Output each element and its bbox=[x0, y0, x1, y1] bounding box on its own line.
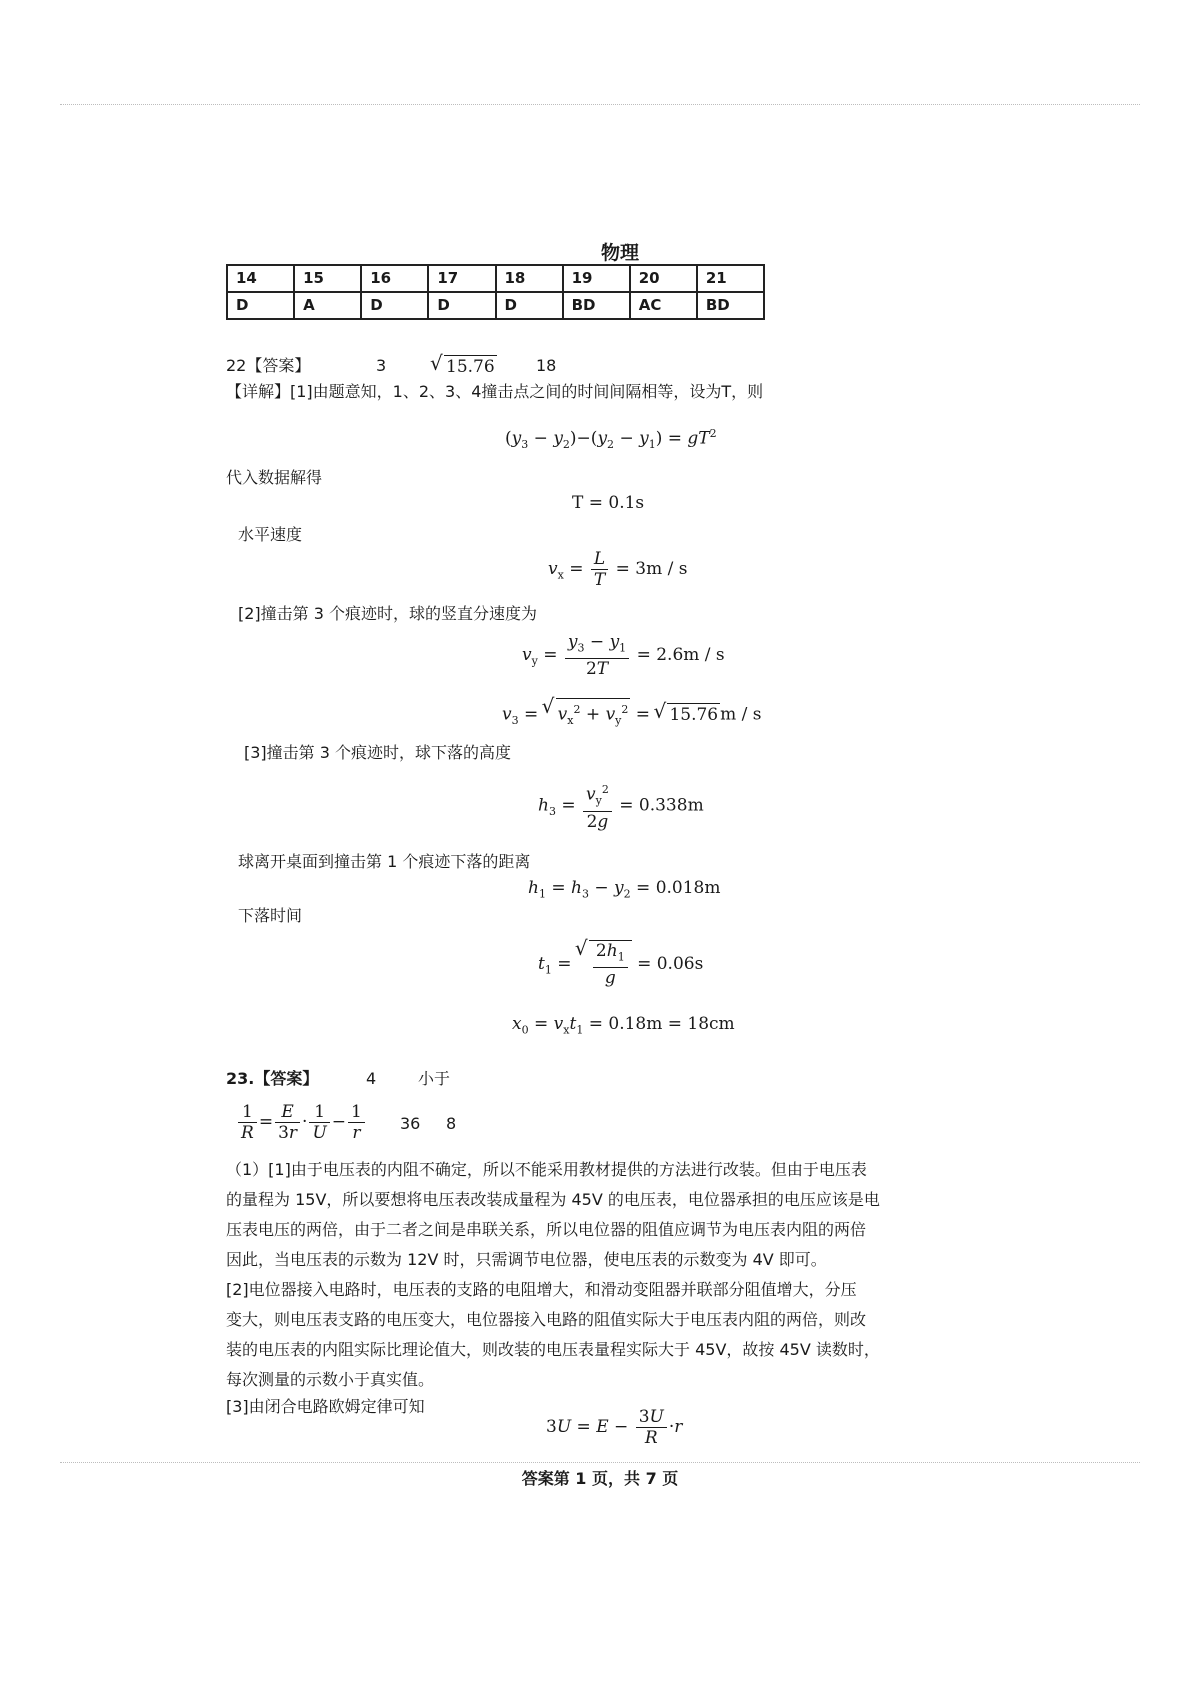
q22-answer-1: 3 bbox=[376, 356, 387, 375]
q23-answer-4: 36 bbox=[400, 1114, 421, 1133]
q22-answer-3: 18 bbox=[536, 356, 557, 375]
explanation-line: 每次测量的示数小于真实值。 bbox=[226, 1370, 435, 1389]
explanation-line: [2]电位器接入电路时，电压表的支路的电阻增大，和滑动变阻器并联部分阻值增大，分压 bbox=[226, 1280, 857, 1299]
scan-dotted-line-top bbox=[60, 104, 1140, 105]
q22-answer-2: √ 15.76 bbox=[432, 355, 497, 378]
q23-answer-2: 小于 bbox=[418, 1069, 451, 1088]
q22-detail-3: [3]撞击第 3 个痕迹时，球下落的高度 bbox=[244, 743, 512, 762]
q23-explanation-3: [3]由闭合电路欧姆定律可知 bbox=[226, 1397, 425, 1416]
question-number: 19 bbox=[563, 265, 630, 292]
answer-cell: D bbox=[361, 292, 428, 319]
explanation-line: 装的电压表的内阻实际比理论值大，则改装的电压表量程实际大于 45V，故按 45V 读数时， bbox=[226, 1340, 880, 1359]
equation-h1: $h_1 = h_3 - y_2 = 0.018m$ bbox=[528, 878, 721, 901]
explanation-line: （1）[1]由于电压表的内阻不确定，所以不能采用教材提供的方法进行改装。但由于电压表 bbox=[226, 1160, 867, 1179]
q23-answer-3-equation: $\frac{1}{R}$ = $\frac{E}{3r}$ · $\frac{1}{U}$ − $\frac{1}{r}$ bbox=[236, 1102, 367, 1143]
answer-cell: D bbox=[428, 292, 495, 319]
equation-vy: $v_y$ = $\frac{y_3 - y_1}{2T}$ = 2.6m / s bbox=[522, 632, 725, 680]
answer-cell: D bbox=[227, 292, 294, 319]
answer-cell: AC bbox=[630, 292, 697, 319]
q22-detail-1: 【详解】[1]由题意知，1、2、3、4撞击点之间的时间间隔相等，设为T，则 bbox=[226, 382, 764, 401]
question-number: 17 bbox=[428, 265, 495, 292]
question-number: 21 bbox=[697, 265, 764, 292]
q23-answer-5: 8 bbox=[446, 1114, 457, 1133]
answer-cell: A bbox=[294, 292, 361, 319]
q22-fall-time-text: 下落时间 bbox=[238, 906, 303, 925]
equation-v3: $v_3$ = √ $v_x^2 + v_y^2$ = √ 15.76 m / s bbox=[502, 698, 762, 732]
equation-ohm: 3U = E − $\frac{3U}{R}$ ·r bbox=[546, 1407, 683, 1448]
page-footer: 答案第 1 页，共 7 页 bbox=[521, 1469, 679, 1488]
q22-detail-2: [2]撞击第 3 个痕迹时，球的竖直分速度为 bbox=[238, 604, 538, 623]
q23-answer-label: 23.【答案】 bbox=[226, 1069, 319, 1088]
equation-period: $(y_3 - y_2)-(y_2 - y_1) = gT^2$ bbox=[505, 427, 717, 452]
explanation-line: 压表电压的两倍，由于二者之间是串联关系，所以电位器的阻值应调节为电压表内阻的两倍 bbox=[226, 1220, 867, 1239]
question-number: 18 bbox=[496, 265, 563, 292]
equation-x0: $x_0 = v_xt_1 = 0.18m = 18cm$ bbox=[512, 1014, 735, 1037]
q22-substitute-text: 代入数据解得 bbox=[226, 468, 323, 487]
equation-t1: $t_1$ = √ $\frac{2h_1}{g}$ = 0.06s bbox=[538, 940, 703, 988]
answer-cell: BD bbox=[563, 292, 630, 319]
question-number: 15 bbox=[294, 265, 361, 292]
q22-horizontal-speed-text: 水平速度 bbox=[238, 525, 303, 544]
q22-drop-distance-text: 球离开桌面到撞击第 1 个痕迹下落的距离 bbox=[238, 852, 531, 871]
q23-explanation-1 bbox=[226, 1155, 966, 1275]
explanation-line: 因此，当电压表的示数为 12V 时，只需调节电位器，使电压表的示数变为 4V 即可。 bbox=[226, 1250, 827, 1269]
explanation-line: 的量程为 15V，所以要想将电压表改装成量程为 45V 的电压表，电位器承担的电压应该是电 bbox=[226, 1190, 880, 1209]
explanation-line: 变大，则电压表支路的电压变大，电位器接入电路的阻值实际大于电压表内阻的两倍，则改 bbox=[226, 1310, 867, 1329]
answer-cell: BD bbox=[697, 292, 764, 319]
question-number: 14 bbox=[227, 265, 294, 292]
q23-explanation-2 bbox=[226, 1275, 966, 1395]
equation-h3: $h_3$ = $\frac{v_y^2}{2g}$ = 0.338m bbox=[538, 780, 704, 832]
page-title: 物理 bbox=[600, 242, 639, 264]
q22-answer-label: 22【答案】 bbox=[226, 356, 311, 375]
q23-answer-1: 4 bbox=[366, 1069, 377, 1088]
answer-table-header-row bbox=[227, 265, 764, 292]
scan-dotted-line-bottom bbox=[60, 1462, 1140, 1463]
question-number: 20 bbox=[630, 265, 697, 292]
answer-table-answer-row bbox=[227, 292, 764, 319]
answer-table bbox=[226, 264, 765, 320]
equation-t-value: T = 0.1s bbox=[572, 493, 645, 513]
answer-cell: D bbox=[496, 292, 563, 319]
question-number: 16 bbox=[361, 265, 428, 292]
equation-vx: $v_x$ = $\frac{L}{T}$ = 3m / s bbox=[548, 549, 688, 590]
